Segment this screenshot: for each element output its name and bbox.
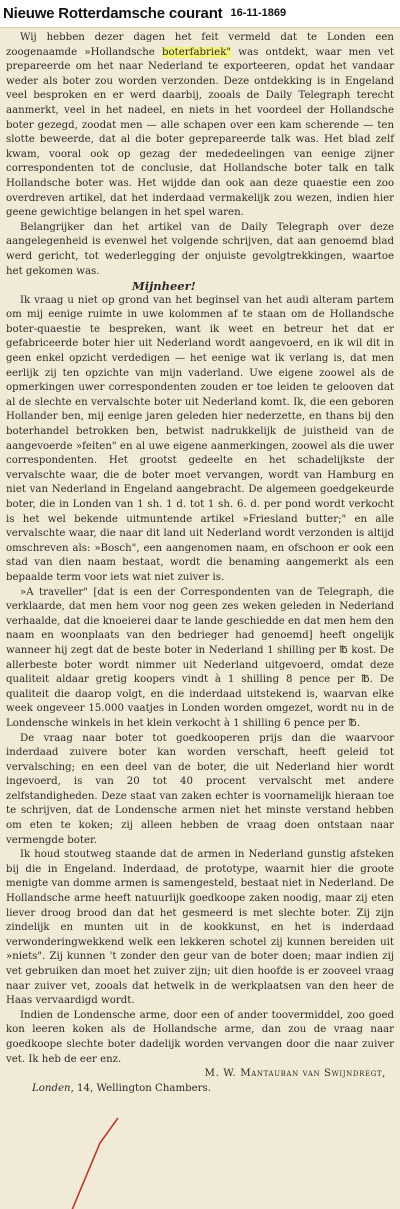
article-body (6, 31, 394, 1096)
highlighted-term: boterfabriek" (162, 46, 232, 58)
paragraph-4: »A traveller" [dat is een der Correspondenten van de Telegraph, die verklaarde, dat men hem voor nog geen zes weken geleden in Nederland verhaalde, dat die knoeierei daar te lande geschiedde en dat men hem den naam en woonplaats van den bedrieger had genoemd] heeft ongelijk wanneer hij zegt dat de beste boter in Nederland 1 shilling per ℔ kost. De allerbeste boter wordt nimmer uit Nederland uitgevoerd, omdat deze qualiteit aldaar gretig koopers vindt à 1 shilling 8 pence per ℔. De qualiteit die daarop volgt, en die inderdaad uitstekend is, waarvan elke week ongeveer 15.000 vaatjes in Londen worden omgezet, wordt nu in de Londensche winkels in het klein verkocht à 1 shilling 6 pence per ℔. (6, 586, 394, 729)
newspaper-clipping (0, 27, 400, 1209)
publication-date: 16-11-1869 (230, 7, 287, 19)
clipping-header (0, 0, 400, 26)
paragraph-3: Ik vraag u niet op grond van het beginsel van het audi alteram partem om mij eenige ruimte in uwe kolommen af te staan om de Hollandsche boter-quaestie te bespreken, want ik weet en betreur het dat er gefabriceerde boter hier uit Nederland wordt aangevoerd, en ik wil dit in geen enkel opzicht verdedigen — het eenige wat ik verlang is, dat men eerlijk zij ten opzichte van mijn vaderland. Uwe eigene zoowel als de opmerkingen uwer correspondenten zouden er toe leiden te gelooven dat al de slechte en vervalschte boter uit Nederland komt. Ik, die een geboren Hollander ben, mij eenige jaren geleden hier nederzette, en thans bij den boterhandel betrokken ben, betwist nadrukkelijk de juistheid van de aangevoerde »feiten" en al uwe eigene aanmerkingen, zoowel als die uwer correspondenten. Het grootst gedeelte en het schadelijkste der vervalschte waar, die de boter moet vervangen, wordt van Hamburg en niet van Nederland in Engeland aangebracht. De algemeen goedgekeurde boter, die in Londen van 1 sh. 1 d. tot 1 sh. 6. d. per pond wordt verkocht is het wel bekende uitmuntende artikel »Friesland butter;" en alle vervalschte waar, die naar dit land uit Nederland wordt verzonden is altijd omschreven als: »Bosch", een aangenomen naam, en ofschoon er ook een stad van dien naam bestaat, wordt die benaming aangemerkt als een bepaalde term voor iets wat niet zuiver is. (6, 294, 394, 583)
paragraph-7: Indien de Londensche arme, door een of ander toovermiddel, zoo goed kon leeren koken als de Hollandsche arme, dan zou de vraag naar goedkoope slechte boter dadelijk worden vervangen door die naar zuiver vet. Ik heb de eer enz. (6, 1009, 394, 1065)
paragraph-1: Wij hebben dezer dagen het feit vermeld dat te Londen een zoogenaamde »Hollandsche boterfabriek" was ontdekt, waar men vet prepareerde om het naar Nederland te exporteeren, opdat het vandaar weder als boter zou worden verzonden. Deze ontdekking is in Engeland veel besproken en er werd daarbij, zooals de Daily Telegraph terecht aanmerkt, veel in het nadeel, en niets in het voordeel der Hollandsche boter gezegd, zoodat men — alle schapen over een kam scherende — ten slotte beweerde, dat al die boter geprepareerde talk was. Het blad zelf kwam, vooral ook op gezag der mededeelingen van eenige zijner correspondenten tot de conclusie, dat Hollandsche boter talk en talk Hollandsche boter was. Het wijdde dan ook aan deze quaestie een zoo overdreven artikel, dat het inderdaad vermakelijk zou wezen, indien hier geene gewichtige belangen in het spel waren. (6, 32, 394, 219)
newspaper-title: Nieuwe Rotterdamsche courant (3, 4, 223, 22)
paragraph-2: Belangrijker dan het artikel van de Daily Telegraph over deze aangelegenheid is evenwel het volgende schrijven, dat aan genoemd blad werd gericht, tot wederlegging der onjuiste gevolgtrekkingen, waartoe het gekomen was. (6, 221, 394, 277)
paragraph-5: De vraag naar boter tot goedkooperen prijs dan die waarvoor inderdaad zuivere boter kan worden verschaft, heeft geleid tot vervalsching; en een deel van de boter, die uit Nederland hier wordt ingevoerd, is van 20 tot 40 procent vervalscht met andere zelfstandigheden. Deze staat van zaken echter is voornamelijk hieraan toe te schrijven, dat de Londensche armen niet het minste verstand hebben om eten te koken; zij alleen hebben de vraag doen ontstaan naar vermengde boter. (6, 732, 394, 846)
paragraph-6: Ik houd stoutweg staande dat de armen in Nederland gunstig afsteken bij die in Engeland. Inderdaad, de prototype, waarnit hier die groote menigte van domme armen is samengesteld, bestaat niet in Nederland. De Hollandsche arme heeft natuurlijk goedkoope zaken noodig, maar zij eten liever droog brood dan dat het gesmeerd is met slechte boter. Zij zijn zindelijk en munten uit in de kookkunst, en het is inderdaad verwonderingwekkend welk een lekkeren schotel zij kunnen bereiden uit »niets". Zij kunnen 't zonder den geur van de boter doen; maar indien zij vet gebruiken dan moet het zuiver zijn; uit dien hoofde is er zooveel vraag naar zuiver vet, zooals dat hetwelk in de werkplaatsen van den heer de Haas vervaardigd wordt. (6, 849, 394, 1007)
signature: M. W. Mantauban van Swijndregt, (204, 1068, 386, 1080)
salutation: Mijnheer! (132, 279, 196, 294)
sender-address: Londen, 14, Wellington Chambers. (32, 1082, 212, 1094)
